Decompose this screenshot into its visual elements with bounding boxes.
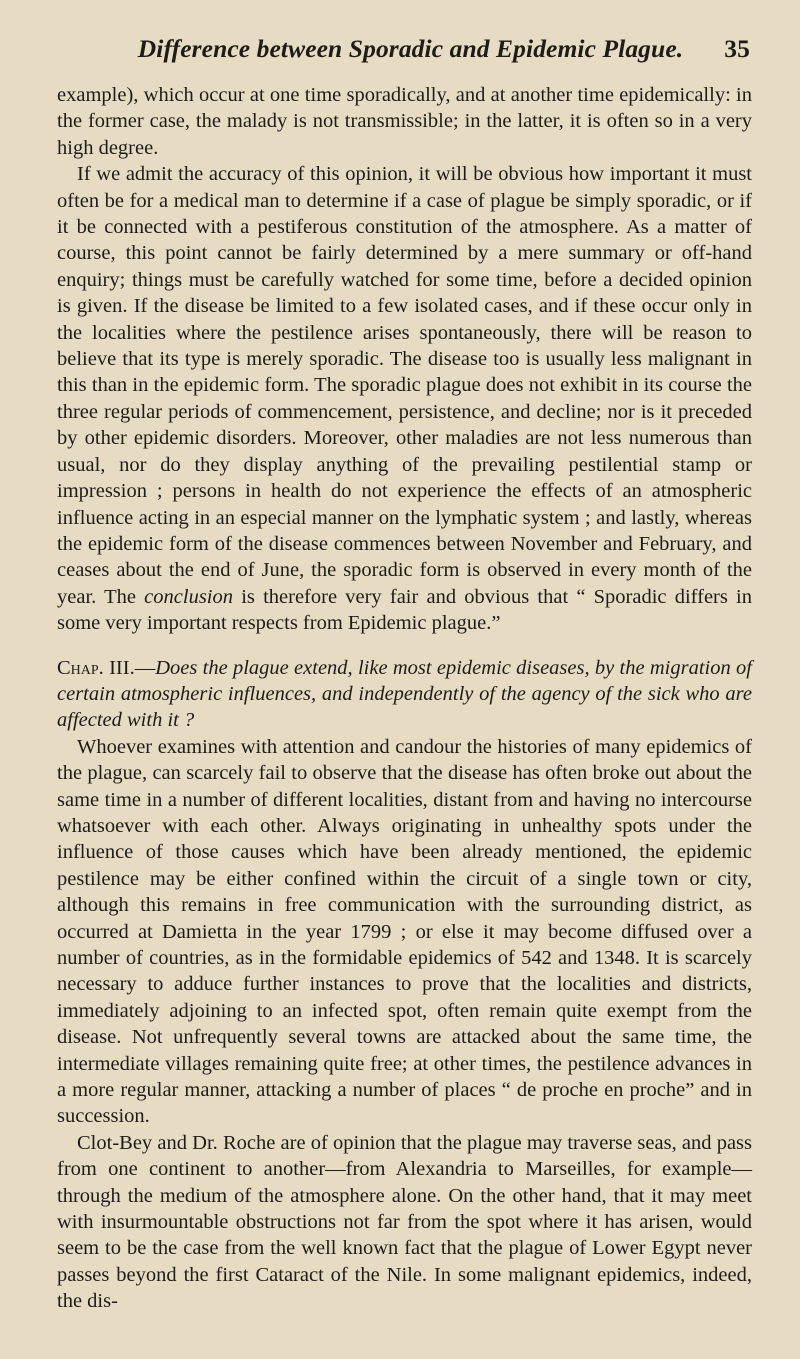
chapter-heading: [57, 655, 752, 734]
chapter-title: Does the plague extend, like most epidemic diseases, by the migration of certain atmospheric influences, and independently of the agency of the sick who are affected with it ?: [57, 656, 752, 732]
paragraph-sporadic-vs-epidemic: [57, 161, 752, 636]
chapter-dash: —: [134, 656, 156, 679]
body-text: [57, 82, 752, 1315]
page-number: 35: [724, 34, 750, 63]
paragraph-text: If we admit the accuracy of this opinion, it will be obvious how important it must often be for a medical man to determine if a case of plague be simply sporadic, or if it be connected with a pestiferous constitution of the atmosphere. As a matter of course, this point cannot be fairly determined by a mere summary or off-hand enquiry; things must be carefully watched for some time, before a decided opinion is given. If the disease be limited to a few isolated cases, and if these occur only in the localities where the pestilence arises spontaneously, there will be reason to believe that its type is merely sporadic. The disease too is usually less malignant in this than in the epidemic form. The sporadic plague does not exhibit in its course the three regular periods of commencement, persistence, and decline; nor is it preceded by other epidemic disorders. Moreover, other maladies are not less numerous than usual, nor do they display anything of the prevailing pestilential stamp or impression ; persons in health do not experience the effects of an atmospheric influence acting in an especial manner on the lymphatic system ; and lastly, whereas the epidemic form of the disease commences between November and February, and ceases about the end of June, the sporadic form is observed in every month of the year. The: [57, 163, 752, 608]
chapter-label: Chap. III.: [57, 656, 135, 679]
running-title: Difference between Sporadic and Epidemic Plague.: [137, 34, 684, 63]
paragraph-epidemic-histories: Whoever examines with attention and candour the histories of many epidemics of the plague, can scarcely fail to observe that the disease has often broke out about the same time in a number of different localities, distant from and having no intercourse whatsoever with each other. Always originating in unhealthy spots under the influence of those causes which have been already mentioned, the epidemic pestilence may be either confined within the circuit of a single town or city, although this remains in free communication with the surrounding district, as occurred at Damietta in the year 1799 ; or else it may become diffused over a number of countries, as in the formidable epidemics of 542 and 1348. It is scarcely necessary to adduce further instances to prove that the localities and districts, immediately adjoining to an infected spot, often remain quite exempt from the disease. Not unfrequently several towns are attacked about the same time, the intermediate villages remaining quite free; at other times, the pestilence advances in a more regular manner, attacking a number of places “ de proche en proche” and in succession.: [57, 735, 752, 1128]
paragraph-text-end: is therefore very fair and obvious that “ Sporadic differs in some very important respects from Epidemic plague.”: [57, 585, 752, 635]
paragraph-continued: example), which occur at one time sporadically, and at another time epidemically: in the former case, the malady is not transmissible; in the latter, it is often so in a very high degree.: [57, 84, 752, 159]
emphasis-conclusion: conclusion: [144, 585, 233, 608]
running-head: [57, 34, 752, 82]
paragraph-clot-bey-roche: Clot-Bey and Dr. Roche are of opinion that the plague may traverse seas, and pass from one continent to another—from Alexandria to Marseilles, for example—through the medium of the atmosphere alone. On the other hand, that it may meet with insurmountable obstructions not far from the spot where it has arisen, would seem to be the case from the well known fact that the plague of Lower Egypt never passes beyond the first Cataract of the Nile. In some malignant epidemics, indeed, the dis-: [57, 1131, 752, 1313]
